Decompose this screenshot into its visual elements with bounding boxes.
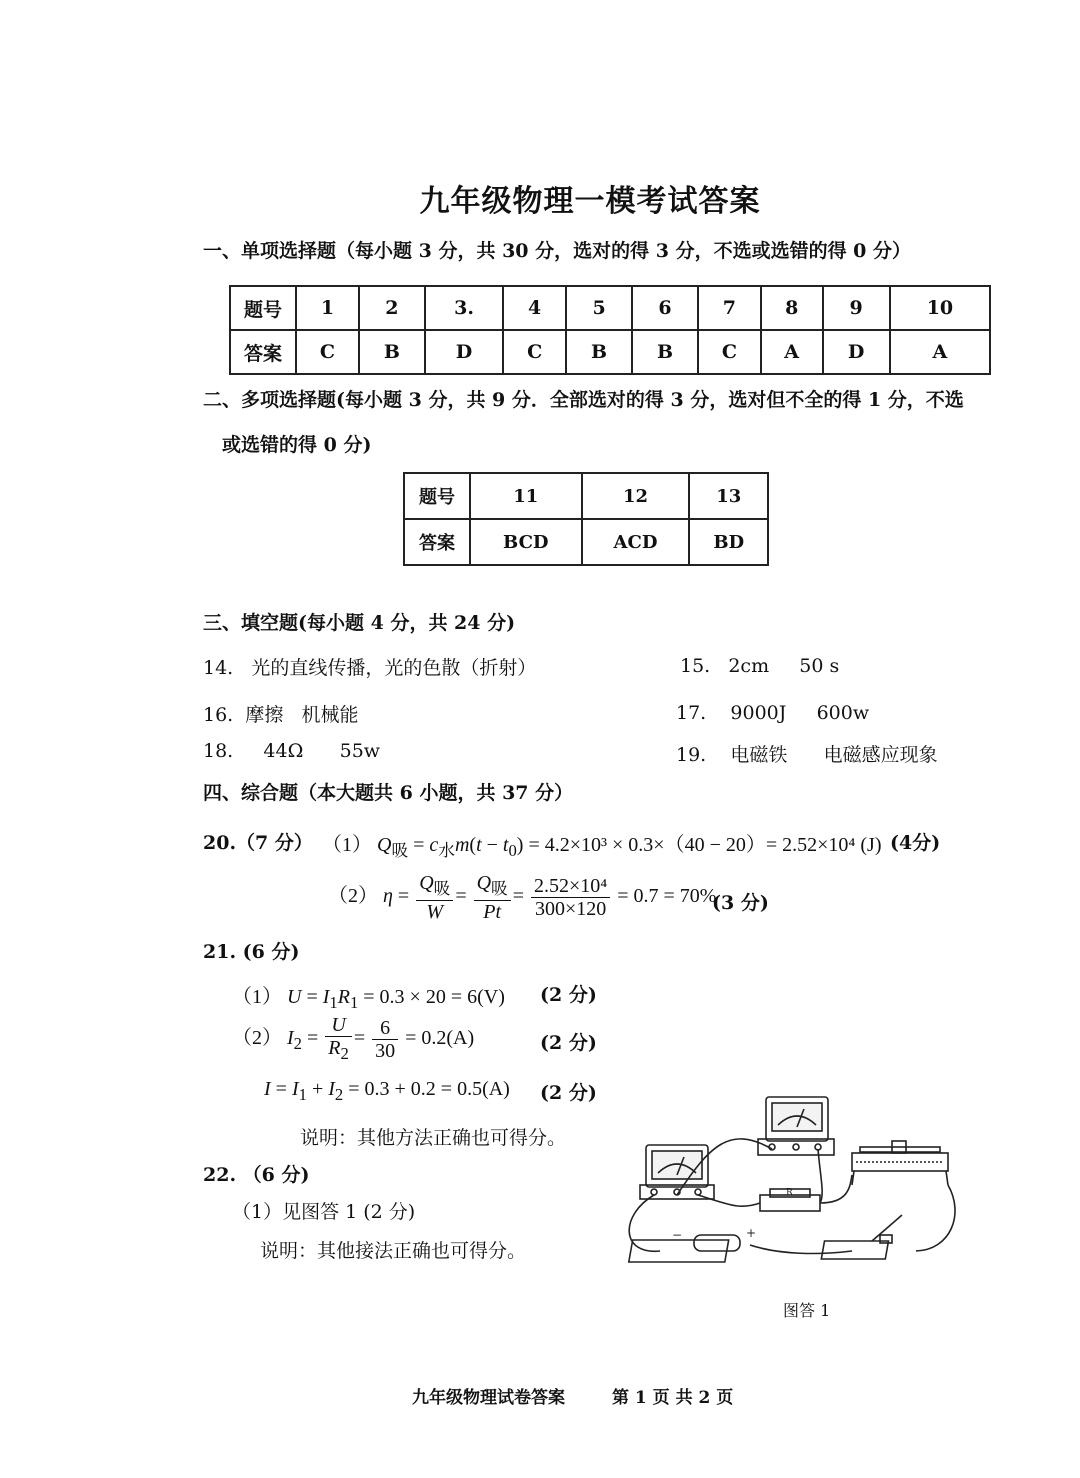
q21-note: 说明：其他方法正确也可得分。 <box>300 1127 567 1149</box>
q21-label: 21. (6 分) <box>203 941 300 963</box>
q21-part2: （2） $I_2$ = $\frac{U}{R_2}$ = $\frac{6}{30}$ = 0.2(A) <box>232 1014 475 1063</box>
answer-cell: C <box>296 330 359 374</box>
answer-cell: B <box>359 330 425 374</box>
answer-cell: A <box>890 330 990 374</box>
question-number: 11 <box>470 473 582 519</box>
row-label-number: 题号 <box>230 286 296 330</box>
q14-answer: 光的直线传播，光的色散（折射） <box>251 657 537 679</box>
question-number: 12 <box>582 473 690 519</box>
q20-part2: （2） η = $\frac{Q_吸}{W}$ = $\frac{Q_吸}{Pt}$ = $\frac{\text{2.52×10⁴}}{300\times 120}$ = 0.7 = 70% <box>328 872 717 923</box>
q20-part2-result: = 0.7 = 70% <box>617 885 717 908</box>
section3-heading: 三、填空题(每小题 4 分，共 24 分) <box>203 612 516 634</box>
section4-heading: 四、综合题（本大题共 6 小题，共 37 分） <box>203 782 574 804</box>
q20-formula-lhs: $Q_吸 = c_水m(t - t_0)$ <box>377 834 524 860</box>
q20-part2-denominator: 300×120 <box>534 898 607 920</box>
section2-answer-table <box>403 472 769 566</box>
q21-part1-result: = 0.3 × 20 = 6(V) <box>363 986 505 1008</box>
figure-caption: 图答 1 <box>783 1301 831 1320</box>
q19-answer-2: 电磁感应现象 <box>823 744 938 766</box>
circuit-diagram <box>620 1085 970 1275</box>
section1-answer-table <box>229 285 991 375</box>
question-number: 9 <box>823 286 890 330</box>
q15-answer-2: 50 s <box>799 655 840 677</box>
q18-answer-2: 55w <box>339 740 381 762</box>
section2-heading-cont: 或选错的得 0 分) <box>222 434 372 456</box>
table-row <box>230 330 990 374</box>
row-label-number: 题号 <box>404 473 470 519</box>
q20-part2-score: (3 分) <box>712 892 769 914</box>
svg-text:−: − <box>672 1228 683 1242</box>
q16-answer-1: 摩擦 <box>245 704 284 726</box>
answer-cell: A <box>761 330 823 374</box>
question-number: 1 <box>296 286 359 330</box>
table-row <box>404 473 768 519</box>
q16-answer-2: 机械能 <box>301 704 359 726</box>
question-number: 4 <box>503 286 566 330</box>
q19-answer-1: 电磁铁 <box>730 744 788 766</box>
q22-part1: （1）见图答 1 (2 分) <box>232 1201 416 1223</box>
rheostat-icon <box>852 1141 948 1185</box>
question-number: 6 <box>632 286 698 330</box>
row-label-answer: 答案 <box>404 519 470 565</box>
q21-part1-score: (2 分) <box>540 984 597 1006</box>
q20-part2-tag: （2） <box>328 885 378 908</box>
fraction: $\frac{U}{R_2}$ <box>325 1014 352 1065</box>
fraction: $\frac{Q_吸}{Pt}$ <box>474 872 511 923</box>
q18-answer-1: 44Ω <box>263 740 304 762</box>
answer-cell: BCD <box>470 519 582 565</box>
q21-part1: （1） $U = I_1R_1 = 0.3 \times 20 = 6(V)$ <box>232 986 505 1012</box>
table-row <box>230 286 990 330</box>
answer-cell: B <box>566 330 632 374</box>
q21-part3: $I = I_1 + I_2 = 0.3 + 0.2 = 0.5(A)$ <box>264 1078 510 1104</box>
q21-part3-result: = 0.3 + 0.2 = 0.5(A) <box>348 1078 510 1100</box>
q21-part1-tag: （1） <box>232 986 282 1008</box>
answer-cell: D <box>823 330 890 374</box>
q21-part3-score: (2 分) <box>540 1082 597 1104</box>
q21-part2-result: = 0.2(A) <box>405 1027 475 1050</box>
answer-cell: C <box>503 330 566 374</box>
q15 <box>680 655 839 677</box>
q21-part2-score: (2 分) <box>540 1032 597 1054</box>
battery-icon <box>629 1226 756 1262</box>
q20-part1-tag: （1） <box>322 834 372 856</box>
q21-part2-tag: （2） <box>232 1027 282 1050</box>
q19-number: 19. <box>676 744 707 766</box>
question-number: 8 <box>761 286 823 330</box>
answer-cell: D <box>425 330 503 374</box>
q17-answer-1: 9000J <box>730 702 787 724</box>
voltmeter-icon <box>758 1097 834 1155</box>
q22-note: 说明：其他接法正确也可得分。 <box>260 1240 527 1262</box>
q17-number: 17. <box>676 702 707 724</box>
q22-label: 22. （6 分) <box>203 1164 310 1186</box>
page-title: 九年级物理一模考试答案 <box>419 184 761 219</box>
section2-heading: 二、多项选择题(每小题 3 分，共 9 分．全部选对的得 3 分，选对但不全的得 1 分，不选 <box>203 389 964 411</box>
question-number: 2 <box>359 286 425 330</box>
q18-number: 18. <box>203 740 234 762</box>
q16 <box>203 700 358 727</box>
fraction <box>531 875 610 920</box>
answer-cell: B <box>632 330 698 374</box>
q20-part2-numerator: 2.52×10⁴ <box>531 875 610 898</box>
question-number: 13 <box>689 473 768 519</box>
q20-part1-score: (4分) <box>890 832 941 854</box>
answer-cell: C <box>698 330 761 374</box>
q14 <box>203 653 536 680</box>
svg-text:R: R <box>786 1188 793 1198</box>
table-row <box>404 519 768 565</box>
answer-cell: BD <box>689 519 768 565</box>
footer-page-number: 第 1 页 共 2 页 <box>612 1388 734 1408</box>
q17 <box>676 702 869 724</box>
q18 <box>203 740 380 762</box>
ammeter-icon <box>640 1145 714 1199</box>
section1-heading: 一、单项选择题（每小题 3 分，共 30 分，选对的得 3 分，不选或选错的得 0 分） <box>203 240 912 262</box>
q20-label: 20.（7 分） <box>203 832 313 854</box>
q20-part1 <box>322 828 882 861</box>
question-number: 5 <box>566 286 632 330</box>
fraction: $\frac{6}{30}$ <box>372 1017 398 1062</box>
question-number: 10 <box>890 286 990 330</box>
svg-text:+: + <box>746 1226 757 1240</box>
q17-answer-2: 600w <box>816 702 870 724</box>
q15-answer-1: 2cm <box>728 655 770 677</box>
row-label-answer: 答案 <box>230 330 296 374</box>
footer-paper-title: 九年级物理试卷答案 <box>412 1388 565 1408</box>
fraction: $\frac{Q_吸}{W}$ <box>416 872 453 923</box>
q20-part1-result: = 4.2×10³ × 0.3×（40 − 20）= 2.52×10⁴ (J) <box>528 834 882 856</box>
question-number: 7 <box>698 286 761 330</box>
q16-number: 16. <box>203 704 234 726</box>
question-number: 3. <box>425 286 503 330</box>
q14-number: 14. <box>203 657 234 679</box>
resistor-icon <box>760 1188 820 1211</box>
q19 <box>676 740 938 767</box>
answer-cell: ACD <box>582 519 690 565</box>
q15-number: 15. <box>680 655 711 677</box>
